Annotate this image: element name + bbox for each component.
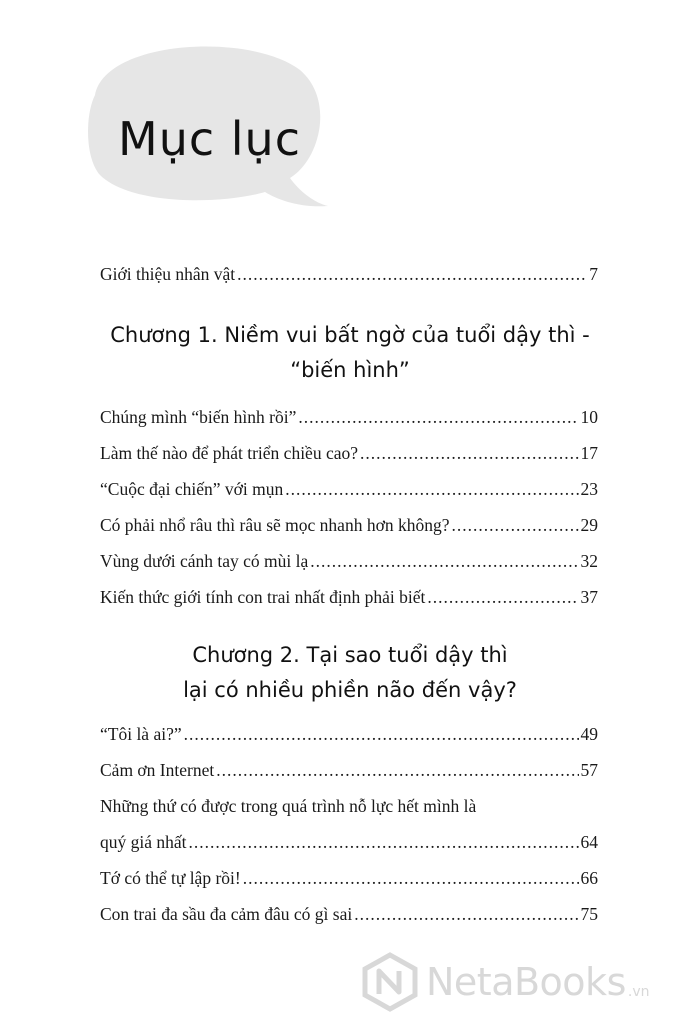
entry-page: 23 [580, 479, 598, 499]
entry-label-first-line: Những thứ có được trong quá trình nỗ lực hết mình là [100, 796, 477, 816]
dot-leader [216, 752, 578, 788]
entry-page: 10 [580, 407, 598, 427]
toc-entry [100, 543, 598, 579]
entry-page: 29 [580, 515, 598, 535]
chapter-heading-line: lại có nhiều phiền não đến vậy? [183, 678, 517, 702]
toc-entry [100, 471, 598, 507]
dot-leader [298, 399, 578, 435]
toc-entry [100, 824, 598, 860]
page-title: Mục lục [118, 112, 301, 166]
dot-leader [310, 543, 578, 579]
toc-entry [100, 716, 598, 752]
dot-leader [360, 435, 578, 471]
dot-leader [354, 896, 578, 932]
netabooks-logo-icon [362, 952, 418, 1012]
dot-leader [427, 579, 578, 615]
entry-label: quý giá nhất [100, 832, 187, 852]
entry-label: “Cuộc đại chiến” với mụn [100, 479, 284, 499]
entry-label: Kiến thức giới tính con trai nhất định phải biết [100, 587, 426, 607]
netabooks-watermark [362, 950, 692, 1014]
entry-label: “Tôi là ai?” [100, 724, 182, 744]
toc-entry [100, 579, 598, 615]
chapter-2-heading [0, 638, 700, 708]
entry-page: 75 [580, 904, 598, 924]
entry-page: 32 [580, 551, 598, 571]
dot-leader [285, 471, 578, 507]
chapter-1-entries [100, 399, 598, 615]
toc-entry [100, 860, 598, 896]
entry-page: 37 [580, 587, 598, 607]
dot-leader [189, 824, 579, 860]
entry-label: Con trai đa sầu đa cảm đâu có gì sai [100, 904, 353, 924]
dot-leader [237, 256, 587, 292]
entry-label: Làm thế nào để phát triển chiều cao? [100, 443, 359, 463]
entry-page: 17 [580, 443, 598, 463]
entry-label: Cảm ơn Internet [100, 760, 215, 780]
entry-label: Giới thiệu nhân vật [100, 264, 236, 284]
toc-entry [100, 507, 598, 543]
entry-label: Vùng dưới cánh tay có mùi lạ [100, 551, 309, 571]
toc-entry [100, 896, 598, 932]
chapter-1-heading [0, 318, 700, 388]
watermark-suffix: .vn [627, 984, 650, 1000]
entry-label: Chúng mình “biến hình rồi” [100, 407, 297, 427]
entry-label: Có phải nhổ râu thì râu sẽ mọc nhanh hơn không? [100, 515, 450, 535]
entry-page: 7 [589, 264, 598, 284]
chapter-2-entries [100, 716, 598, 932]
toc-entry [100, 435, 598, 471]
chapter-heading-line: “biến hình” [290, 358, 410, 382]
dot-leader [451, 507, 578, 543]
toc-entry [100, 752, 598, 788]
toc-entry [100, 256, 598, 292]
entry-page: 49 [580, 724, 598, 744]
chapter-heading-line: Chương 2. Tại sao tuổi dậy thì [192, 643, 508, 667]
entry-page: 66 [580, 868, 598, 888]
dot-leader [243, 860, 579, 896]
entry-label: Tớ có thể tự lập rồi! [100, 868, 241, 888]
chapter-heading-line: Chương 1. Niềm vui bất ngờ của tuổi dậy thì - [110, 323, 590, 347]
entry-page: 64 [580, 832, 598, 852]
toc-intro [100, 256, 598, 292]
entry-page: 57 [580, 760, 598, 780]
dot-leader [184, 716, 579, 752]
watermark-brand: NetaBooks [426, 960, 626, 1004]
toc-entry [100, 399, 598, 435]
